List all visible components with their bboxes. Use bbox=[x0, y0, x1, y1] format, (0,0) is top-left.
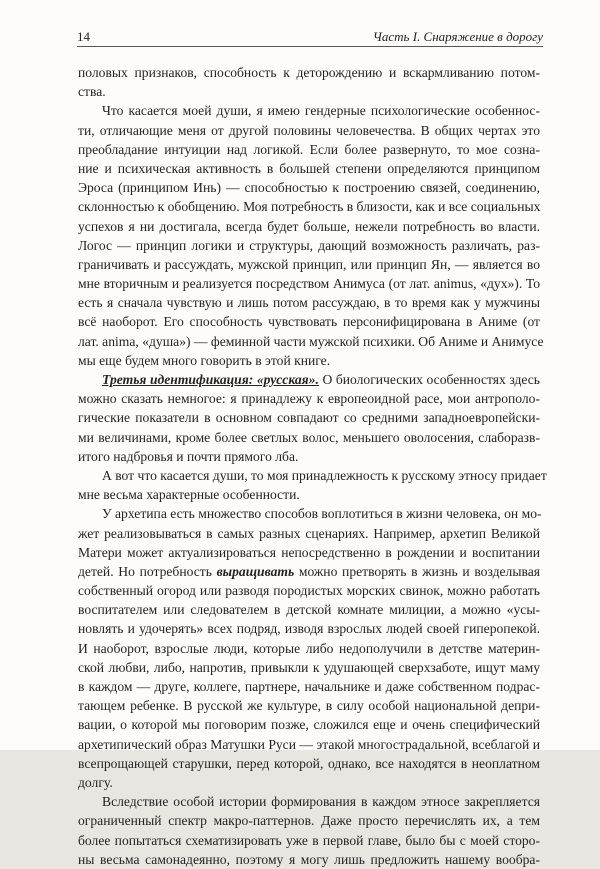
text-line: Матери может актуализироваться непосредственно в рождении и воспитании bbox=[78, 544, 540, 560]
text-line: А вот что касается души, то моя принадлежность к русскому этносу придает bbox=[102, 467, 547, 483]
text-line: ограниченный спектр макро-паттернов. Даже просто перечислять их, а тем bbox=[78, 813, 540, 829]
text-line: всепрощающей старушки, перед которой, однако, все находятся в неоплатном bbox=[78, 755, 540, 771]
text-line: архетипический образ Матушки Руси — этакой многострадальной, всеблагой и bbox=[78, 736, 540, 752]
text-line: лат. anima, «душа») — феминной части мужской психики. Об Аниме и Анимусе bbox=[78, 333, 544, 349]
text-line: ми величинами, кроме более светлых волос, меньшего оволосения, слаборазв- bbox=[78, 429, 540, 445]
emphasis-word: выращивать bbox=[216, 563, 295, 579]
text-line: склонностью к обобщению. Моя потребность в близости, как и все социальных bbox=[78, 199, 541, 215]
paragraph bbox=[78, 504, 540, 792]
text-line: всё наоборот. Его способность чувствовать персонифицирована в Аниме (от bbox=[78, 314, 540, 330]
text-line: более попытаться схематизировать уже в первой главе, было бы с моей сторо- bbox=[78, 832, 540, 848]
paragraph bbox=[78, 101, 544, 370]
page-number: 14 bbox=[77, 29, 90, 44]
text-fragment: детей. Но потребность bbox=[78, 563, 217, 579]
page-header bbox=[77, 22, 543, 47]
text-line: жет реализовываться в самых разных сценариях. Например, архетип Великой bbox=[78, 525, 540, 541]
text-line: мне вторичным и реализуется посредством Анимуса (от лат. animus, «дух»). То bbox=[78, 276, 540, 292]
text-line: Эроса (принципом Инь) — способностью к построению связей, соединению, bbox=[78, 180, 540, 196]
text-fragment: можно претворять в жизнь и возделывая bbox=[294, 563, 540, 579]
body-text bbox=[78, 63, 547, 869]
text-line: долгу. bbox=[78, 774, 113, 790]
text-line: ны весьма самонадеянно, поэтому я могу лишь предложить нашему вообра- bbox=[78, 851, 540, 867]
text-fragment: О биологических особенностях здесь bbox=[318, 372, 540, 387]
text-line: тающем ребенке. В русской же культуре, в силу особой национальной депри- bbox=[78, 698, 540, 714]
paragraph bbox=[78, 370, 540, 466]
text-line: есть я сначала чувствую и лишь потом рассуждаю, в то время как у мужчины bbox=[78, 295, 540, 311]
paragraph bbox=[78, 792, 540, 869]
text-line: успехов я ни достигала, всегда будет больше, нежели потребность во власти. bbox=[78, 218, 540, 234]
text-line: У архетипа есть множество способов воплотиться в жизни человека, он мо- bbox=[102, 506, 542, 522]
text-line: можно сказать немногое: я принадлежу к европеоидной расе, мои антрополо- bbox=[78, 391, 540, 407]
text-line: итого надбровья и почти прямого лба. bbox=[78, 448, 299, 464]
paragraph bbox=[78, 466, 547, 504]
text-line: ства. bbox=[78, 84, 106, 100]
running-head: Часть I. Снаряжение в дорогу bbox=[372, 29, 543, 44]
text-line: преобладание интуиции над логикой. Если более развернуто, то мое созна- bbox=[78, 141, 540, 157]
text-line: И наоборот, взрослые люди, которые либо недополучили в детстве материн- bbox=[78, 640, 540, 656]
text-line: вации, о которой мы поговорим позже, сложился еще и очень специфический bbox=[78, 717, 540, 733]
text-line: граничивать и рассуждать, мужской принцип, или принцип Ян, — является во bbox=[78, 256, 540, 272]
text-line: новлять и удочерять» всех подряд, изводя взрослых людей своей гиперопекой. bbox=[78, 621, 540, 637]
text-line: ской любви, либо, напротив, привыкли к удушающей сверхзаботе, ищут маму bbox=[78, 659, 540, 675]
text-line: воспитателем или следователем в детской комнате милиции, а можно «усы- bbox=[78, 602, 540, 618]
text-line: ние и психическая активность в большей степени определяются принципом bbox=[78, 160, 540, 176]
text-line bbox=[78, 562, 540, 581]
text-line: гические показатели в основном совпадают со средними западноевропейски- bbox=[78, 410, 540, 426]
section-lead: Третья идентификация: «русская». bbox=[102, 372, 319, 387]
text-line: ти, отличающие меня от другой половины человечества. В общих чертах это bbox=[78, 122, 540, 138]
text-line: Логос — принцип логики и структуры, дающий возможность различать, раз- bbox=[78, 237, 540, 253]
text-line: собственный огород или разводя породистых морских свинок, можно работать bbox=[78, 583, 540, 599]
text-line: Что касается моей души, я имею гендерные психологические особеннос- bbox=[102, 103, 540, 119]
text-line: Вследствие особой истории формирования в каждом этносе закрепляется bbox=[102, 794, 540, 810]
text-line: мне весьма характерные особенности. bbox=[78, 487, 300, 503]
text-line: в каждом — друге, коллеге, партнере, начальнике и даже собственном подрас- bbox=[78, 679, 540, 694]
text-line: половых признаков, способность к деторождению и вскармливанию потом- bbox=[78, 65, 540, 80]
paragraph bbox=[78, 63, 540, 101]
text-line bbox=[78, 370, 540, 389]
text-line: мы еще будем много говорить в этой книге. bbox=[78, 352, 331, 368]
